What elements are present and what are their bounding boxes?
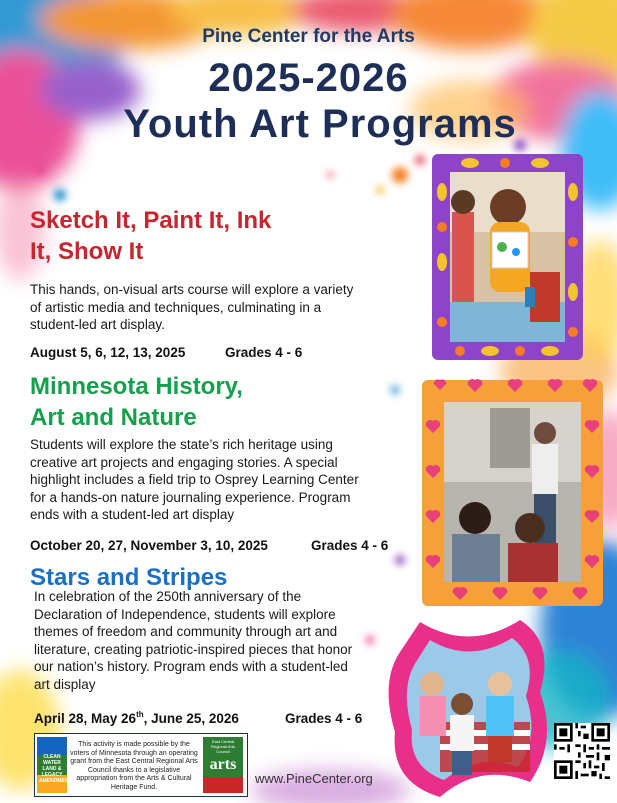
program-1-description: [30, 281, 375, 334]
program-2-desc-line: highlight includes a field trip to Osprey Learning Center: [30, 472, 359, 487]
program-2-schedule: [30, 538, 388, 553]
program-2-dates: October 20, 27, November 3, 10, 2025: [30, 538, 268, 553]
program-1-grades: Grades 4 - 6: [225, 345, 303, 360]
program-1-title-line1: Sketch It, Paint It, Ink: [30, 207, 272, 234]
program-1-title-line2: It, Show It: [30, 238, 144, 265]
photo-classroom-orange-frame: [420, 378, 605, 608]
program-1-desc-line: of artistic media and techniques, culminating in a: [30, 299, 322, 315]
program-1-schedule: [30, 345, 302, 360]
program-1-desc-line: This hands, on-visual arts course will explore a variety: [30, 282, 354, 297]
photo-art-class-purple-frame: [430, 152, 585, 362]
program-1-desc-line: student-led art display.: [30, 317, 165, 332]
program-2-desc-line: for a hands-on nature journaling experience. Program: [30, 489, 351, 505]
program-2-desc-line: creative art projects and engaging stories. A special: [30, 454, 338, 470]
program-3-dates-suffix: th: [136, 710, 144, 719]
program-3-desc-line: In celebration of the 250th anniversary of the: [34, 589, 302, 604]
program-3-grades: Grades 4 - 6: [285, 710, 363, 726]
program-3-schedule: [34, 710, 362, 726]
ecrac-logo-caption: East Central Regional Arts Council: [211, 739, 235, 754]
program-2-desc-line: ends with a student-led art display: [30, 507, 235, 522]
page-title: Youth Art Programs: [123, 102, 517, 146]
program-years: 2025-2026: [208, 56, 409, 100]
sponsor-text: This activity is made possible by the voters of Minnesota through an operating grant from the East Central Regional Arts Council thanks to a legislative appropriation from the Arts & Cultural Heritage Fund.: [70, 741, 198, 791]
program-3-dates: [34, 710, 285, 726]
program-3-title: Stars and Stripes: [30, 564, 228, 591]
photo-kids-pink-star-frame: [380, 612, 560, 802]
program-2-grades: Grades 4 - 6: [311, 538, 389, 553]
program-3-desc-line: themes of freedom and community through art and: [34, 624, 338, 639]
sponsor-acknowledgement: [34, 733, 248, 797]
program-2-title: [30, 371, 360, 433]
program-1-dates: August 5, 6, 12, 13, 2025: [30, 345, 186, 360]
program-3-desc-line: art display: [34, 676, 96, 692]
program-2-description: [30, 436, 380, 524]
website-url[interactable]: www.PineCenter.org: [255, 771, 373, 786]
organization-name: Pine Center for the Arts: [202, 26, 415, 47]
program-3-dates-part: April 28, May 26: [34, 710, 137, 726]
program-1-title: [30, 205, 360, 267]
program-3-desc-line: our nation’s history. Program ends with a student-led: [34, 659, 348, 674]
program-3-dates-part: , June 25, 2026: [143, 710, 239, 726]
program-3-description: [34, 588, 384, 693]
ecrac-logo-word: arts: [209, 756, 237, 773]
program-2-title-line1: Minnesota History,: [30, 373, 243, 400]
qr-code[interactable]: [554, 723, 610, 779]
clean-water-legacy-logo-text: CLEAN WATER LAND & LEGACY AMENDMENT: [39, 754, 72, 784]
program-2-desc-line: Students will explore the state’s rich heritage using: [30, 437, 333, 452]
program-3-desc-line: literature, creating patriotic-inspired pieces that honor: [34, 641, 353, 657]
program-2-title-line2: Art and Nature: [30, 404, 197, 431]
program-3-desc-line: Declaration of Independence, students will explore: [34, 606, 336, 622]
